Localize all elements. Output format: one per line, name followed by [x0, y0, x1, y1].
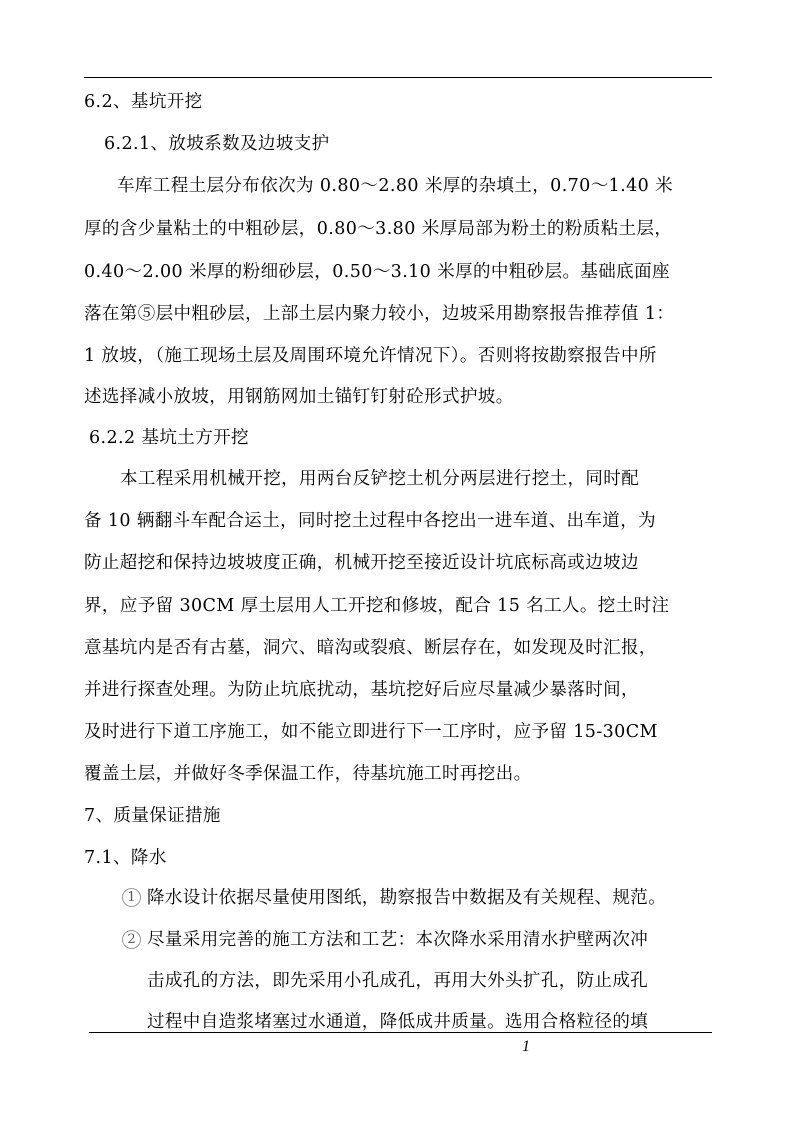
paragraph-line: 车库工程土层分布依次为 0.80～2.80 米厚的杂填土，0.70～1.40 米: [117, 176, 674, 196]
circled-number-icon: 2: [122, 930, 141, 949]
list-item-line: 过程中自造浆堵塞过水通道，降低成井质量。选用合格粒径的填: [147, 1012, 649, 1032]
subsection-heading-6-2-1: 6.2.1、放坡系数及边坡支护: [104, 134, 330, 154]
paragraph-line: 界，应予留 30CM 厚土层用人工开挖和修坡，配合 15 名工人。挖土时注: [84, 596, 670, 616]
paragraph-line: 厚的含少量粘土的中粗砂层，0.80～3.80 米厚局部为粉土的粉质粘土层，: [84, 219, 673, 239]
paragraph-line: 备 10 辆翻斗车配合运土，同时挖土过程中各挖出一进车道、出车道，为: [84, 511, 656, 531]
paragraph-line: 意基坑内是否有古墓，洞穴、暗沟或裂痕、断层存在，如发现及时汇报，: [84, 638, 657, 658]
paragraph-line: 1 放坡，（施工现场土层及周围环境允许情况下）。否则将按勘察报告中所: [84, 346, 657, 366]
paragraph-line: 0.40～2.00 米厚的粉细砂层，0.50～3.10 米厚的中粗砂层。基础底面座: [84, 262, 670, 282]
subsection-heading-7-1: 7.1、降水: [84, 848, 167, 868]
paragraph-line: 述选择减小放坡，用钢筋网加土锚钉钉射砼形式护坡。: [84, 387, 514, 407]
section-heading-6-2: 6.2、基坑开挖: [84, 92, 203, 112]
list-item-line: 击成孔的方法，即先采用小孔成孔，再用大外头扩孔，防止成孔: [147, 971, 649, 991]
list-item-line: 尽量采用完善的施工方法和工艺：本次降水采用清水护壁两次冲: [147, 930, 649, 950]
paragraph-line: 落在第⑤层中粗砂层，上部土层内聚力较小，边坡采用勘察报告推荐值 1：: [84, 304, 675, 324]
circled-number-icon: 1: [122, 888, 141, 907]
footer-rule: [89, 1032, 712, 1033]
paragraph-line: 覆盖土层，并做好冬季保温工作，待基坑施工时再挖出。: [84, 764, 532, 784]
list-item-line: 降水设计依据尽量使用图纸，勘察报告中数据及有关规程、规范。: [147, 888, 667, 908]
page-number: 1: [522, 1038, 530, 1055]
header-rule: [84, 77, 712, 78]
list-marker: [122, 887, 141, 909]
list-marker: [122, 929, 141, 951]
paragraph-line: 防止超挖和保持边坡坡度正确，机械开挖至接近设计坑底标高或边坡边: [84, 553, 639, 573]
section-heading-7: 7、质量保证措施: [84, 806, 221, 826]
subsection-heading-6-2-2: 6.2.2 基坑土方开挖: [89, 428, 249, 448]
paragraph-line: 并进行探查处理。为防止坑底扰动，基坑挖好后应尽量减少暴落时间，: [84, 680, 639, 700]
paragraph-line: 本工程采用机械开挖，用两台反铲挖土机分两层进行挖土，同时配: [120, 469, 640, 489]
paragraph-line: 及时进行下道工序施工，如不能立即进行下一工序时，应予留 15-30CM: [84, 722, 658, 742]
